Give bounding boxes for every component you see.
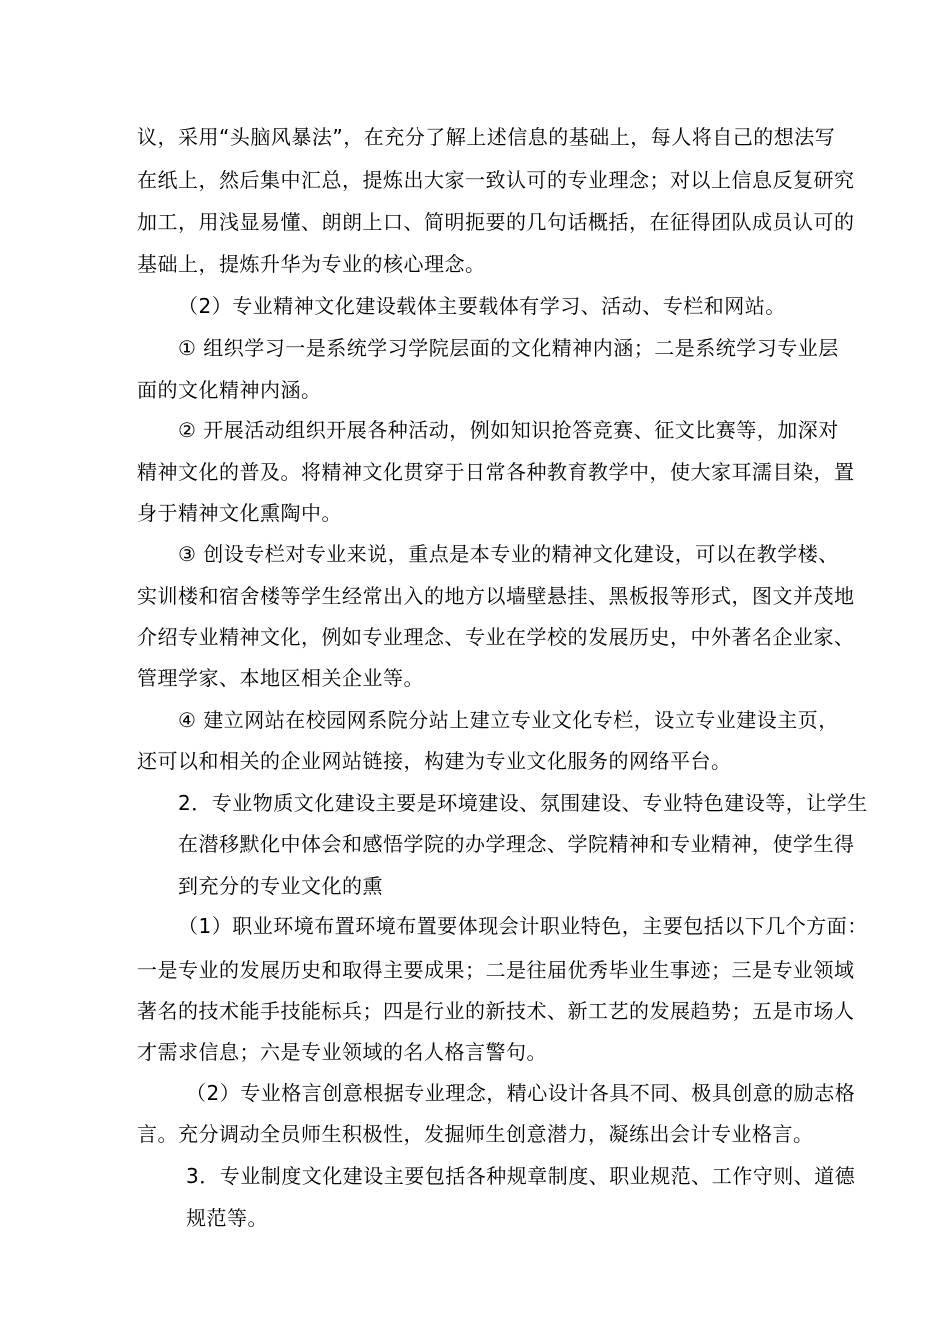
text-line: 实训楼和宿舍楼等学生经常出入的地方以墙壁悬挂、黑板报等形式，图文并茂地 [137, 584, 855, 608]
text-line: 规范等。 [186, 1206, 268, 1230]
text-line: ③ 创设专栏对专业来说，重点是本专业的精神文化建设，可以在教学楼、 [178, 542, 839, 566]
text-line: 2．专业物质文化建设主要是环境建设、氛围建设、专业特色建设等，让学生 [178, 791, 868, 815]
text-line: 3．专业制度文化建设主要包括各种规章制度、职业规范、工作守则、道德 [186, 1164, 856, 1188]
text-line: 介绍专业精神文化，例如专业理念、专业在学校的发展历史，中外著名企业家、 [137, 625, 855, 649]
text-line: 一是专业的发展历史和取得主要成果；二是往届优秀毕业生事迹；三是专业领域 [137, 958, 855, 982]
text-line: 面的文化精神内涵。 [137, 378, 322, 402]
text-line: 身于精神文化熏陶中。 [137, 501, 342, 525]
text-line: 才需求信息；六是专业领域的名人格言警句。 [137, 1040, 547, 1064]
text-line: 管理学家、本地区相关企业等。 [137, 666, 424, 690]
text-line: 著名的技术能手技能标兵；四是行业的新技术、新工艺的发展趋势；五是市场人 [137, 999, 855, 1023]
text-line: 到充分的专业文化的熏 [178, 874, 383, 898]
text-line: ① 组织学习一是系统学习学院层面的文化精神内涵；二是系统学习专业层 [178, 336, 839, 360]
text-line: 精神文化的普及。将精神文化贯穿于日常各种教育教学中，使大家耳濡目染，置 [137, 460, 855, 484]
text-line: 在潜移默化中体会和感悟学院的办学理念、学院精神和专业精神，使学生得 [178, 832, 855, 856]
text-line: （1）职业环境布置环境布置要体现会计职业特色，主要包括以下几个方面： [178, 914, 868, 938]
text-line: ④ 建立网站在校园网系院分站上建立专业文化专栏，设立专业建设主页， [178, 708, 839, 732]
text-line: 基础上，提炼升华为专业的核心理念。 [137, 252, 486, 276]
text-line: 言。充分调动全员师生积极性，发掘师生创意潜力，凝练出会计专业格言。 [137, 1122, 814, 1146]
text-line: 议，采用“头脑风暴法”，在充分了解上述信息的基础上，每人将自己的想法写 [137, 125, 836, 149]
text-line: ② 开展活动组织开展各种活动，例如知识抢答竞赛、征文比赛等，加深对 [178, 418, 839, 442]
text-line: （2）专业精神文化建设载体主要载体有学习、活动、专栏和网站。 [178, 294, 786, 318]
text-line: 加工，用浅显易懂、朗朗上口、简明扼要的几句话概括，在征得团队成员认可的 [137, 210, 855, 234]
text-line: 在纸上，然后集中汇总，提炼出大家一致认可的专业理念；对以上信息反复研究 [137, 168, 855, 192]
text-line: （2）专业格言创意根据专业理念，精心设计各具不同、极具创意的励志格 [186, 1081, 856, 1105]
text-line: 还可以和相关的企业网站链接，构建为专业文化服务的网络平台。 [137, 749, 732, 773]
